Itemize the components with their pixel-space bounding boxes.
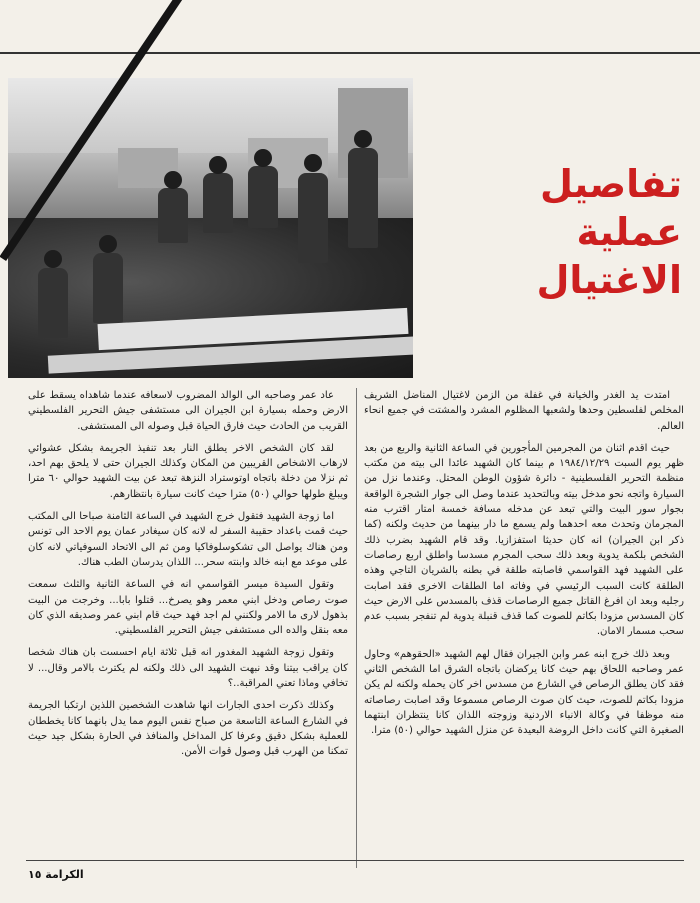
paragraph: لقد كان الشخص الاخر يطلق النار بعد تنفيذ الجريمة بشكل عشوائي لارهاب الاشخاص القريبين من المكان وكذلك الجيران حتى لا يلحق بهم احد، ثم نزلا من دخلة باتجاه اوتوستراد النزهة تبعد عن بيت الشهيد حوالي ٦٠ مترا ويبلغ طولها حوالي (٥٠) مترا حيث كانت سيارة بانتظارهم.: [28, 442, 348, 500]
page-number: ١٥: [28, 868, 42, 881]
paragraph: وتقول السيدة ميسر القواسمي انه في الساعة الثانية والثلث سمعت صوت رصاص ودخل ابني معمر وهو يصرخ... قتلوا بابا... وخرجت من البيت بذهول لارى ما الامر ولكنني لم اجد فهد حيث قام ابني عمر وصديقه الذي كان معه بنقل والده الى مستشفى جيش التحرير الفلسطيني.: [28, 579, 348, 637]
title-line: الاغتيال: [536, 258, 682, 302]
title-line: تفاصيل: [539, 162, 682, 206]
title-line: عملية: [576, 210, 682, 254]
paragraph: اما زوجة الشهيد فتقول خرج الشهيد في الساعة الثامنة صباحا الى المكتب حيث قمت باعداد حقيبة السفر له لانه كان سيغادر عمان يوم الاحد الى تونس ومن هناك يواصل الى تشكوسلوفاكيا ومن ثم الى الاتحاد السوفياتي لانه كان على موعد مع ابنه خالد وابنته سحر... اللذان يدرسان الطب هناك.: [28, 511, 348, 568]
magazine-name: الكرامة: [45, 868, 84, 881]
paragraph: وبعد ذلك خرج ابنه عمر وابن الجيران فقال لهم الشهيد «الحقوهم» وحاول عمر وصاحبه اللحاق بهم حيث كانا يركضان باتجاه الشرق اما الشخص الثاني فقد كان يطلق الرصاص في الشارع من مسدس اخر كان يحمله ولكنه لم يكن مزودا بكاتم للصوت، حيث كان صوت الرصاص مسموعا وقد اصابت رصاصاته منه موظفا في وكالة الانباء الاردنية وزوجته اللذان كانا ينتظران ابنتهما الصغيرة التي كانت داخل الروضة البعيدة عن منزل الشهيد حوالي (٥٠) مترا.: [364, 648, 684, 737]
article-column-left: [28, 388, 348, 767]
paragraph: وكذلك ذكرت احدى الجارات انها شاهدت الشخصين اللذين ارتكبا الجريمة في الشارع الساعة التاسعة من صباح نفس اليوم مما يدل بانهما كانا يخططان للعملية بشكل دقيق وعرفا كل المداخل والمنافذ في الحارة بشكل جيد حيث تمكنا من الهرب قبل وصول قوات الأمن.: [28, 700, 348, 758]
photo-coffin-layer: [8, 78, 413, 378]
paragraph: حيث اقدم اثنان من المجرمين المأجورين في الساعة الثانية والربع من بعد ظهر يوم السبت ١٩٨٤/١٢/٢٩ م بينما كان الشهيد عائدا الى بيته من مكتب منظمة التحرير الفلسطينية - دائرة شؤون الوطن المحتل. وعندما نزل من السيارة واتجه نحو مدخل بيته وبالتحديد عندما وصل الى جوار الشجرة الواقعة بجوار سور البيت والتي تبعد عن مدخله مسافة خمسة امتار اقترب منه المجرمان وتحدث معه احدهما ولم يسمع ما دار بينهما من حديث ولكنه (كما ذكر ابن الجيران) انه كان حديثا استفزازيا. وقد قام الشهيد بضرب ذلك الشخص بلكمة يدوية وبعد ذلك سحب المجرم مسدسا واطلق اربع رصاصات على الشهيد فهد القواسمي فاصابته طلقة في بطنه بالشريان التاجي وهذه الطلقة كانت السبب الرئيسي في وفاته اما الطلقات الاخرى فقد اصابت رجليه وبعد ان افرغ القاتل جميع الرصاصات قذف بالمسدس على الارض حيث كان المسدس مزودا بكاتم للصوت كما قذف قنبلة يدوية لم تنفجر بسبب عدم سحب مسمار الامان.: [364, 442, 684, 638]
paragraph: وتقول زوجة الشهيد المغدور انه قبل ثلاثة ايام احسست بان هناك شخصا كان يراقب بيتنا وقد نبهت الشهيد الى ذلك ولكنه لم يكترث بالامر وقال... لا تخافي وماذا تعني المراقبة..؟: [28, 647, 348, 690]
paragraph: امتدت يد الغدر والخيانة في غفلة من الزمن لاغتيال المناضل الشريف المخلص لفلسطين وحدها ولشعبها المظلوم المشرد والمشتت في جميع انحاء العالم.: [364, 390, 684, 432]
paragraph: عاد عمر وصاحبه الى الوالد المضروب لاسعافه عندما شاهداه يسقط على الارض وحمله بسيارة ابن الجيران الى مستشفى جيش التحرير الفلسطيني القريب من الحادث حيث فارق الحياة قبل وصوله الى المستشفى.: [28, 390, 348, 432]
page-footer: [28, 868, 84, 881]
bottom-rule: [26, 860, 684, 861]
article-column-right: [364, 388, 684, 746]
column-divider: [356, 388, 357, 868]
article-title: [442, 160, 682, 304]
top-rule: [0, 52, 700, 54]
